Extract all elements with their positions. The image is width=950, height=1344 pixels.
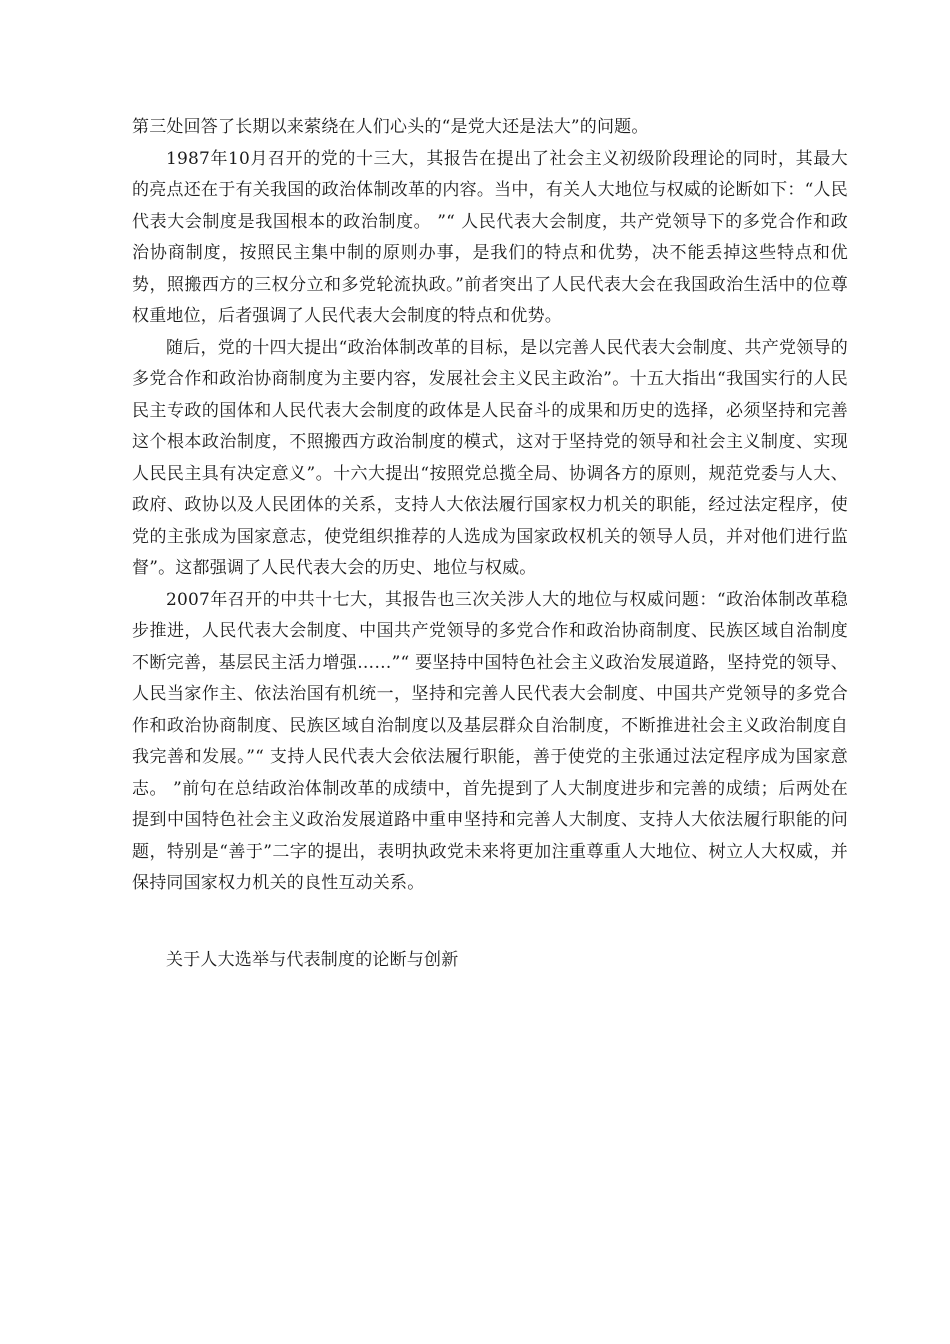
paragraph-fourteenth-to-sixteenth-congress: 随后，党的十四大提出“政治体制改革的目标，是以完善人民代表大会制度、共产党领导的多党合作和政治协商制度为主要内容，发展社会主义民主政治”。十五大指出“我国实行的人民民主专政的国体和人民代表大会制度的政体是人民奋斗的成果和历史的选择，必须坚持和完善这个根本政治制度，不照搬西方政治制度的模式，这对于坚持党的领导和社会主义制度、实现人民民主具有决定意义”。十六大提出“按照党总揽全局、协调各方的原则，规范党委与人大、政府、政协以及人民团体的关系，支持人大依法履行国家权力机关的职能，经过法定程序，使党的主张成为国家意志，使党组织推荐的人选成为国家政权机关的领导人员，并对他们进行监督”。这都强调了人民代表大会的历史、地位与权威。 xyxy=(132,337,848,578)
paragraph-continuation: 第三处回答了长期以来萦绕在人们心头的“是党大还是法大”的问题。 xyxy=(132,117,649,137)
section-heading: 关于人大选举与代表制度的论断与创新 xyxy=(166,949,459,970)
document-page xyxy=(132,112,848,976)
paragraph-seventeenth-congress: 2007年召开的中共十七大，其报告也三次关涉人大的地位与权威问题：“政治体制改革稳步推进，人民代表大会制度、中国共产党领导的多党合作和政治协商制度、民族区域自治制度不断完善，基层民主活力增强……”“ 要坚持中国特色社会主义政治发展道路，坚持党的领导、人民当家作主、依法治国有机统一，坚持和完善人民代表大会制度、中国共产党领导的多党合作和政治协商制度、民族区域自治制度以及基层群众自治制度，不断推进社会主义政治制度自我完善和发展。”“ 支持人民代表大会依法履行职能，善于使党的主张通过法定程序成为国家意志。 ”前句在总结政治体制改革的成绩中，首先提到了人大制度进步和完善的成绩；后两处在提到中国特色社会主义政治发展道路中重申坚持和完善人大制度、支持人大依法履行职能的问题，特别是“善于”二字的提出，表明执政党未来将更加注重尊重人大地位、树立人大权威，并保持同国家权力机关的良性互动关系。 xyxy=(132,589,848,893)
paragraph-thirteenth-congress: 1987年10月召开的党的十三大，其报告在提出了社会主义初级阶段理论的同时，其最大的亮点还在于有关我国的政治体制改革的内容。当中，有关人大地位与权威的论断如下：“人民代表大会制度是我国根本的政治制度。 ”“ 人民代表大会制度，共产党领导下的多党合作和政治协商制度，按照民主集中制的原则办事，是我们的特点和优势，决不能丢掉这些特点和优势，照搬西方的三权分立和多党轮流执政。”前者突出了人民代表大会在我国政治生活中的位尊权重地位，后者强调了人民代表大会制度的特点和优势。 xyxy=(132,148,848,326)
